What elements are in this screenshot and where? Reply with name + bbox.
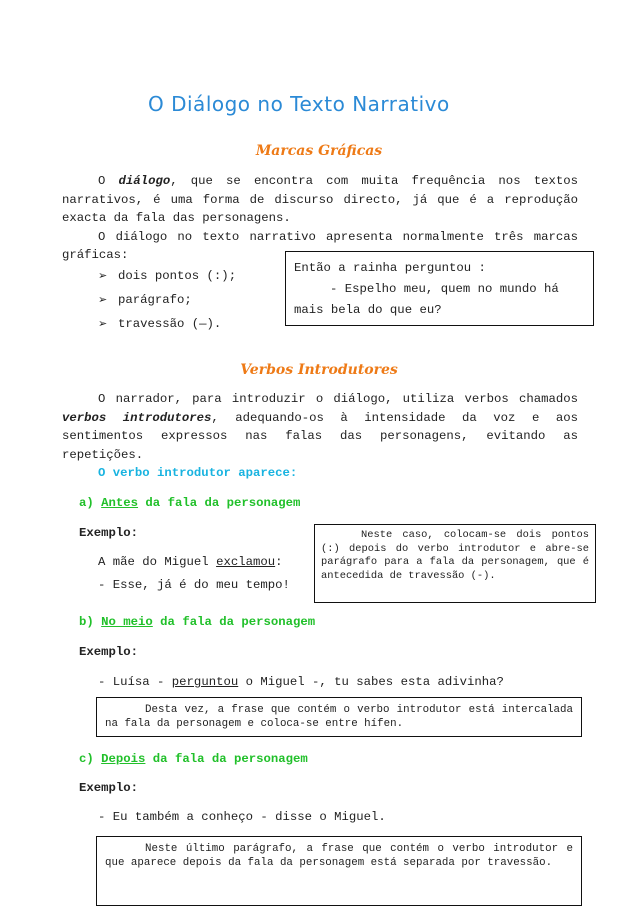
arrow-bullet-icon: ➢ [98, 269, 108, 282]
paragraph-marcas: O diálogo no texto narrativo apresenta normalmente três marcas gráficas: [62, 229, 578, 262]
note-box-no-meio [96, 697, 582, 737]
section-heading-verbos-introdutores: Verbos Introdutores [240, 362, 398, 378]
note-text: Neste último parágrafo, a frase que contém o verbo introdutor e que aparece depois da fala da personagem está separada por travessão. [105, 843, 573, 869]
note-box-depois [96, 836, 582, 906]
subheading-no-meio: b) No meio da fala da personagem [79, 615, 316, 629]
verb-intro-line: O verbo introdutor aparece: [98, 466, 298, 480]
list-item: ➢ parágrafo; [98, 288, 236, 312]
verb-perguntou: perguntou [171, 675, 239, 689]
verb-exclamou: exclamou [216, 555, 276, 569]
arrow-bullet-icon: ➢ [98, 293, 108, 306]
box-line: Então a rainha perguntou : [294, 261, 486, 275]
term-dialogo: diálogo [118, 174, 171, 188]
example-a-line1: A mãe do Miguel exclamou: [98, 555, 283, 569]
list-item: ➢ travessão (—). [98, 312, 236, 336]
example-label-b: Exemplo: [79, 645, 139, 659]
example-label-c: Exemplo: [79, 781, 139, 795]
example-label-a: Exemplo: [79, 526, 139, 540]
box-line: mais bela do que eu? [294, 303, 442, 317]
subheading-antes: a) Antes da fala da personagem [79, 496, 301, 510]
subheading-depois: c) Depois da fala da personagem [79, 752, 308, 766]
section2-paragraph [62, 390, 578, 464]
paragraph-verbos-introdutores: O narrador, para introduzir o diálogo, utiliza verbos chamados verbos introdutores, adequando-os à intensidade da voz e aos sentimentos expressos nas falas das personagens, evitando as repetições. [62, 392, 578, 462]
example-a-line2: - Esse, já é do meu tempo! [98, 578, 290, 592]
marcas-list [98, 264, 236, 336]
example-c-line: - Eu também a conheço - disse o Miguel. [98, 810, 386, 824]
paragraph-dialogo-definition: O diálogo, que se encontra com muita frequência nos textos narrativos, é uma forma de discurso directo, já que é a reprodução exacta da fala das personagens. [62, 174, 578, 225]
term-verbos-introdutores: verbos introdutores [62, 410, 212, 425]
example-box-rainha [285, 251, 594, 326]
page-title: O Diálogo no Texto Narrativo [148, 92, 450, 116]
note-box-antes [314, 524, 596, 603]
example-b-line: - Luísa - perguntou o Miguel -, tu sabes esta adivinha? [98, 675, 504, 689]
section-heading-marcas-graficas: Marcas Gráficas [255, 143, 383, 159]
arrow-bullet-icon: ➢ [98, 317, 108, 330]
box-line: - Espelho meu, quem no mundo há [330, 282, 559, 296]
list-item: ➢ dois pontos (:); [98, 264, 236, 288]
note-text: Desta vez, a frase que contém o verbo introdutor está intercalada na fala da personagem e coloca-se entre hífen. [105, 704, 573, 730]
note-text: Neste caso, colocam-se dois pontos (:) depois do verbo introdutor e abre-se parágrafo para a fala da personagem, que é antecedida de travessão (-). [321, 529, 589, 582]
